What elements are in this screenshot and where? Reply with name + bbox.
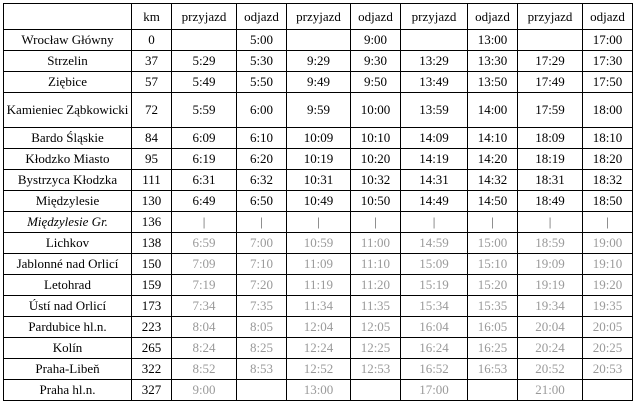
arrival-time: |	[172, 212, 237, 233]
departure-time: 5:30	[237, 51, 287, 72]
arrival-time: 9:29	[287, 51, 351, 72]
arrival-time: 8:04	[172, 317, 237, 338]
km-value: 223	[132, 317, 172, 338]
header-row	[4, 4, 633, 30]
arrival-time: 9:49	[287, 72, 351, 93]
departure-time: 13:00	[468, 30, 518, 51]
km-value: 57	[132, 72, 172, 93]
arrival-time: 20:52	[518, 359, 583, 380]
departure-time: 18:32	[583, 170, 633, 191]
departure-time: 17:00	[583, 30, 633, 51]
departure-time: 8:53	[237, 359, 287, 380]
header-km: km	[132, 4, 172, 30]
arrival-time: 17:29	[518, 51, 583, 72]
arrival-time: 21:00	[518, 380, 583, 401]
km-value: 72	[132, 93, 172, 128]
table-row	[4, 380, 633, 401]
departure-time: 11:10	[351, 254, 401, 275]
header-departure-2: odjazd	[351, 4, 401, 30]
departure-time: 8:05	[237, 317, 287, 338]
arrival-time: 5:59	[172, 93, 237, 128]
arrival-time: 14:19	[401, 149, 468, 170]
departure-time: 19:35	[583, 296, 633, 317]
arrival-time: 15:09	[401, 254, 468, 275]
km-value: 173	[132, 296, 172, 317]
departure-time: 10:50	[351, 191, 401, 212]
arrival-time: 18:31	[518, 170, 583, 191]
departure-time: 11:20	[351, 275, 401, 296]
timetable	[3, 3, 633, 401]
arrival-time: 10:59	[287, 233, 351, 254]
station-name: Praha hl.n.	[4, 380, 132, 401]
arrival-time: 18:49	[518, 191, 583, 212]
km-value: 130	[132, 191, 172, 212]
arrival-time: 14:49	[401, 191, 468, 212]
arrival-time: 11:19	[287, 275, 351, 296]
station-name: Wrocław Główny	[4, 30, 132, 51]
arrival-time: |	[401, 212, 468, 233]
departure-time: 14:00	[468, 93, 518, 128]
station-name: Ziębice	[4, 72, 132, 93]
departure-time: 6:50	[237, 191, 287, 212]
departure-time: 11:00	[351, 233, 401, 254]
table-row	[4, 51, 633, 72]
table-row	[4, 30, 633, 51]
km-value: 322	[132, 359, 172, 380]
station-name: Pardubice hl.n.	[4, 317, 132, 338]
arrival-time: 20:04	[518, 317, 583, 338]
station-name: Jablonné nad Orlicí	[4, 254, 132, 275]
arrival-time	[518, 30, 583, 51]
arrival-time: 17:00	[401, 380, 468, 401]
table-row	[4, 191, 633, 212]
departure-time: 18:00	[583, 93, 633, 128]
departure-time	[583, 380, 633, 401]
departure-time: 14:10	[468, 128, 518, 149]
departure-time: 12:53	[351, 359, 401, 380]
departure-time: 12:25	[351, 338, 401, 359]
station-name: Strzelin	[4, 51, 132, 72]
arrival-time: 19:34	[518, 296, 583, 317]
station-name: Bystrzyca Kłodzka	[4, 170, 132, 191]
km-value: 327	[132, 380, 172, 401]
km-value: 111	[132, 170, 172, 191]
arrival-time: 16:04	[401, 317, 468, 338]
station-name: Międzylesie	[4, 191, 132, 212]
km-value: 150	[132, 254, 172, 275]
table-row	[4, 233, 633, 254]
station-name: Kolín	[4, 338, 132, 359]
arrival-time	[401, 30, 468, 51]
arrival-time: 17:49	[518, 72, 583, 93]
km-value: 37	[132, 51, 172, 72]
departure-time: 7:00	[237, 233, 287, 254]
arrival-time: 11:34	[287, 296, 351, 317]
km-value: 84	[132, 128, 172, 149]
departure-time	[351, 380, 401, 401]
km-value: 265	[132, 338, 172, 359]
arrival-time: 12:04	[287, 317, 351, 338]
departure-time	[237, 380, 287, 401]
header-departure-4: odjazd	[583, 4, 633, 30]
station-name: Letohrad	[4, 275, 132, 296]
arrival-time: 18:19	[518, 149, 583, 170]
arrival-time: 19:19	[518, 275, 583, 296]
departure-time: 19:20	[583, 275, 633, 296]
departure-time: 13:30	[468, 51, 518, 72]
arrival-time: 6:59	[172, 233, 237, 254]
departure-time: |	[237, 212, 287, 233]
table-row	[4, 149, 633, 170]
departure-time: 11:35	[351, 296, 401, 317]
station-name: Praha-Libeň	[4, 359, 132, 380]
station-name: Kamieniec Ząbkowicki	[4, 93, 132, 128]
departure-time: 19:10	[583, 254, 633, 275]
arrival-time: 19:09	[518, 254, 583, 275]
departure-time: 7:35	[237, 296, 287, 317]
arrival-time	[172, 30, 237, 51]
arrival-time: |	[287, 212, 351, 233]
arrival-time: 15:19	[401, 275, 468, 296]
departure-time: 9:00	[351, 30, 401, 51]
departure-time: 19:00	[583, 233, 633, 254]
departure-time: 20:05	[583, 317, 633, 338]
departure-time: 18:50	[583, 191, 633, 212]
arrival-time: 16:24	[401, 338, 468, 359]
departure-time: |	[583, 212, 633, 233]
departure-time: 10:20	[351, 149, 401, 170]
table-row	[4, 254, 633, 275]
departure-time: 13:50	[468, 72, 518, 93]
arrival-time: 13:49	[401, 72, 468, 93]
arrival-time: 7:19	[172, 275, 237, 296]
departure-time: 15:20	[468, 275, 518, 296]
departure-time: 14:32	[468, 170, 518, 191]
departure-time: 16:05	[468, 317, 518, 338]
arrival-time: 18:59	[518, 233, 583, 254]
arrival-time: 10:49	[287, 191, 351, 212]
km-value: 159	[132, 275, 172, 296]
table-row	[4, 170, 633, 191]
table-row	[4, 338, 633, 359]
departure-time: 15:35	[468, 296, 518, 317]
arrival-time: 6:19	[172, 149, 237, 170]
arrival-time: 16:52	[401, 359, 468, 380]
arrival-time: 18:09	[518, 128, 583, 149]
arrival-time: 9:59	[287, 93, 351, 128]
arrival-time: 10:31	[287, 170, 351, 191]
arrival-time: 12:52	[287, 359, 351, 380]
timetable-body	[4, 30, 633, 401]
station-name: Lichkov	[4, 233, 132, 254]
header-arrival-1: przyjazd	[172, 4, 237, 30]
arrival-time: 14:09	[401, 128, 468, 149]
departure-time: 14:20	[468, 149, 518, 170]
arrival-time: 6:31	[172, 170, 237, 191]
arrival-time: 13:00	[287, 380, 351, 401]
table-row	[4, 212, 633, 233]
departure-time: |	[351, 212, 401, 233]
header-departure-1: odjazd	[237, 4, 287, 30]
arrival-time: 14:59	[401, 233, 468, 254]
table-row	[4, 275, 633, 296]
arrival-time: 10:09	[287, 128, 351, 149]
header-arrival-2: przyjazd	[287, 4, 351, 30]
departure-time: 17:30	[583, 51, 633, 72]
arrival-time: 20:24	[518, 338, 583, 359]
departure-time: 7:20	[237, 275, 287, 296]
departure-time: 16:25	[468, 338, 518, 359]
table-row	[4, 93, 633, 128]
km-value: 136	[132, 212, 172, 233]
km-value: 95	[132, 149, 172, 170]
arrival-time: 9:00	[172, 380, 237, 401]
station-name: Międzylesie Gr.	[4, 212, 132, 233]
arrival-time: 13:59	[401, 93, 468, 128]
arrival-time: 15:34	[401, 296, 468, 317]
departure-time: 6:20	[237, 149, 287, 170]
arrival-time: 8:52	[172, 359, 237, 380]
departure-time: 14:50	[468, 191, 518, 212]
departure-time: 9:50	[351, 72, 401, 93]
departure-time: 20:25	[583, 338, 633, 359]
header-departure-3: odjazd	[468, 4, 518, 30]
header-station	[4, 4, 132, 30]
arrival-time: 5:29	[172, 51, 237, 72]
table-row	[4, 296, 633, 317]
arrival-time: 5:49	[172, 72, 237, 93]
departure-time: 10:32	[351, 170, 401, 191]
arrival-time: 17:59	[518, 93, 583, 128]
arrival-time: 12:24	[287, 338, 351, 359]
departure-time: 6:32	[237, 170, 287, 191]
table-row	[4, 317, 633, 338]
departure-time: 6:00	[237, 93, 287, 128]
arrival-time	[287, 30, 351, 51]
departure-time: 10:10	[351, 128, 401, 149]
departure-time: |	[468, 212, 518, 233]
departure-time: 5:00	[237, 30, 287, 51]
arrival-time: 13:29	[401, 51, 468, 72]
km-value: 138	[132, 233, 172, 254]
departure-time: 10:00	[351, 93, 401, 128]
header-arrival-4: przyjazd	[518, 4, 583, 30]
departure-time: 18:20	[583, 149, 633, 170]
arrival-time: 11:09	[287, 254, 351, 275]
station-name: Ústí nad Orlicí	[4, 296, 132, 317]
arrival-time: 14:31	[401, 170, 468, 191]
arrival-time: 6:09	[172, 128, 237, 149]
arrival-time: 6:49	[172, 191, 237, 212]
station-name: Bardo Śląskie	[4, 128, 132, 149]
departure-time: 17:50	[583, 72, 633, 93]
table-row	[4, 72, 633, 93]
departure-time: 15:00	[468, 233, 518, 254]
arrival-time: 8:24	[172, 338, 237, 359]
table-row	[4, 359, 633, 380]
arrival-time: |	[518, 212, 583, 233]
departure-time: 6:10	[237, 128, 287, 149]
arrival-time: 7:09	[172, 254, 237, 275]
header-arrival-3: przyjazd	[401, 4, 468, 30]
departure-time	[468, 380, 518, 401]
km-value: 0	[132, 30, 172, 51]
departure-time: 8:25	[237, 338, 287, 359]
table-row	[4, 128, 633, 149]
departure-time: 16:53	[468, 359, 518, 380]
departure-time: 5:50	[237, 72, 287, 93]
departure-time: 15:10	[468, 254, 518, 275]
departure-time: 20:53	[583, 359, 633, 380]
arrival-time: 7:34	[172, 296, 237, 317]
departure-time: 7:10	[237, 254, 287, 275]
arrival-time: 10:19	[287, 149, 351, 170]
departure-time: 9:30	[351, 51, 401, 72]
departure-time: 12:05	[351, 317, 401, 338]
departure-time: 18:10	[583, 128, 633, 149]
station-name: Kłodzko Miasto	[4, 149, 132, 170]
